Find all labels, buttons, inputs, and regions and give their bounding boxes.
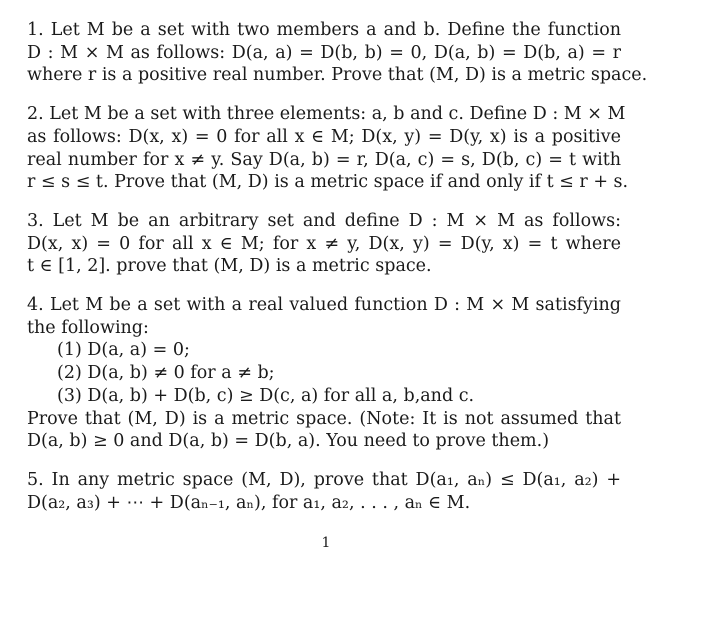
problem-4-condition-1: (1) D(a, a) = 0; bbox=[57, 340, 190, 361]
problem-1 bbox=[27, 19, 648, 87]
problem-3 bbox=[27, 210, 621, 278]
problem-4 bbox=[27, 294, 621, 453]
problem-5 bbox=[27, 469, 621, 514]
problem-3-line-1: 3. Let M be an arbitrary set and define D : M × M as follows: bbox=[27, 210, 621, 231]
document-page bbox=[27, 19, 648, 514]
problem-1-line-1: 1. Let M be a set with two members a and b. Define the function bbox=[27, 20, 621, 40]
problem-4-intro-line-1: 4. Let M be a set with a real valued function D : M × M satisfying bbox=[27, 295, 621, 316]
problem-2-line-2: as follows: D(x, x) = 0 for all x ∈ M; D(x, y) = D(y, x) is a positive bbox=[27, 126, 621, 147]
problem-5-line-1: 5. In any metric space (M, D), prove that D(a₁, aₙ) ≤ D(a₁, a₂) + bbox=[27, 469, 621, 490]
problem-4-condition-2: (2) D(a, b) ≠ 0 for a ≠ b; bbox=[57, 363, 275, 384]
problem-2-line-4: r ≤ s ≤ t. Prove that (M, D) is a metric space if and only if t ≤ r + s. bbox=[27, 172, 629, 193]
problem-3-line-3: t ∈ [1, 2]. prove that (M, D) is a metric space. bbox=[27, 256, 432, 277]
problem-4-outro-line-2: D(a, b) ≥ 0 and D(a, b) = D(b, a). You need to prove them.) bbox=[27, 431, 550, 452]
problem-2-line-1: 2. Let M be a set with three elements: a, b and c. Define D : M × M bbox=[27, 104, 626, 125]
problem-2 bbox=[27, 103, 629, 194]
problem-3-line-2: D(x, x) = 0 for all x ∈ M; for x ≠ y, D(x, y) = D(y, x) = t where bbox=[27, 233, 621, 254]
page-number: 1 bbox=[321, 535, 331, 551]
problem-2-line-3: real number for x ≠ y. Say D(a, b) = r, D(a, c) = s, D(b, c) = t with bbox=[27, 149, 621, 170]
problem-4-outro-line-1: Prove that (M, D) is a metric space. (Note: It is not assumed that bbox=[27, 408, 621, 429]
problem-1-line-3: where r is a positive real number. Prove that (M, D) is a metric space. bbox=[27, 65, 648, 86]
problem-4-condition-3: (3) D(a, b) + D(b, c) ≥ D(c, a) for all a, b,and c. bbox=[57, 385, 475, 406]
problem-5-line-2: D(a₂, a₃) + ⋯ + D(aₙ₋₁, aₙ), for a₁, a₂, . . . , aₙ ∈ M. bbox=[27, 492, 471, 513]
problem-1-line-2: D : M × M as follows: D(a, a) = D(b, b) = 0, D(a, b) = D(b, a) = r bbox=[27, 42, 621, 63]
problem-4-intro-line-2: the following: bbox=[27, 317, 149, 338]
